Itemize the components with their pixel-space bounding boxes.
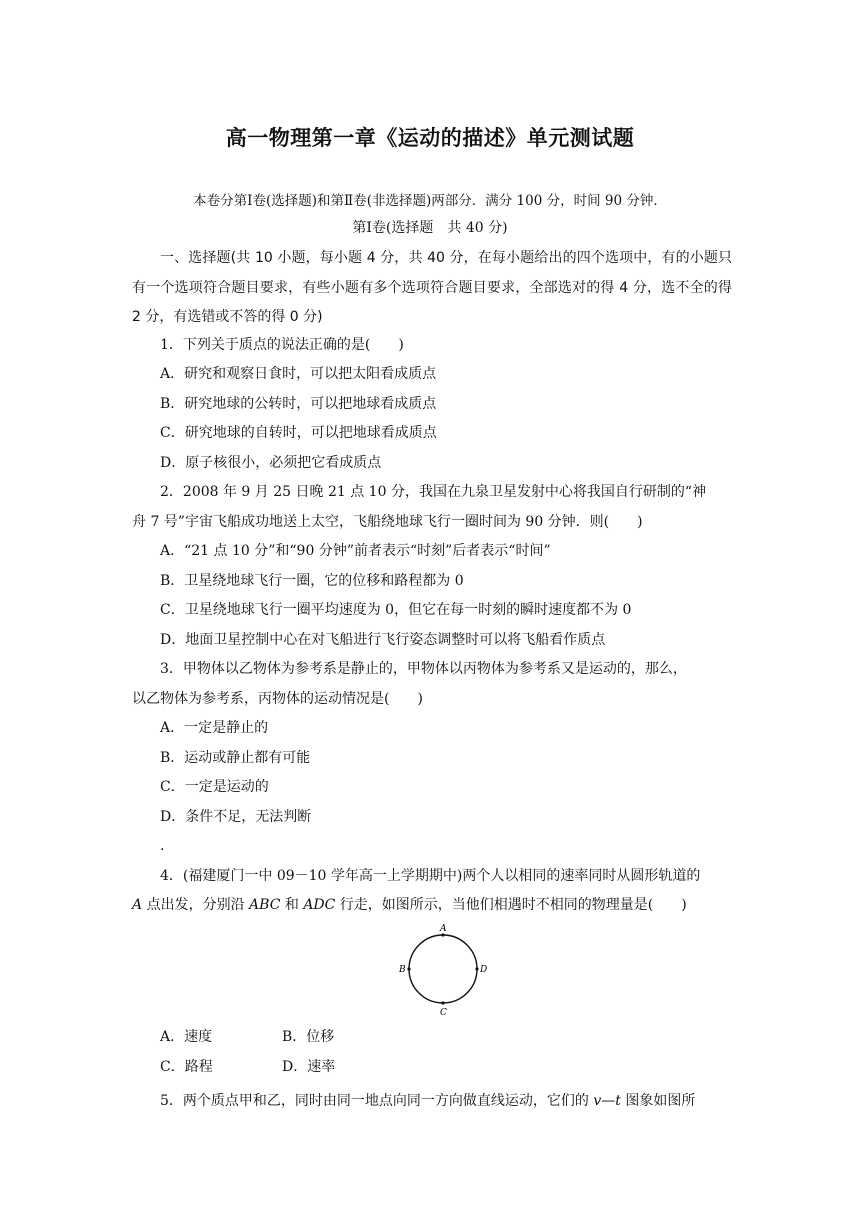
q5-vt-dash: — <box>601 1093 616 1109</box>
q4-option-b: B．位移 <box>282 1029 335 1045</box>
q3-option-d: D．条件不足，无法判断 <box>160 809 312 825</box>
circular-track-figure <box>388 923 498 1019</box>
q4-option-d: D．速率 <box>282 1059 336 1075</box>
q3-stem-line2: 以乙物体为参考系，丙物体的运动情况是( ) <box>132 691 423 707</box>
point-c-marker <box>441 1001 444 1004</box>
page-title: 高一物理第一章《运动的描述》单元测试题 <box>225 126 635 150</box>
q4-stem-text-1: 点出发，分别沿 <box>142 897 250 913</box>
exam-intro: 本卷分第Ⅰ卷(选择题)和第Ⅱ卷(非选择题)两部分．满分 100 分，时间 90 分钟． <box>193 193 667 209</box>
q3-stem-line1: 3．甲物体以乙物体为参考系是静止的，甲物体以丙物体为参考系又是运动的，那么， <box>160 661 687 677</box>
q3-option-b: B．运动或静止都有可能 <box>160 750 311 766</box>
q2-option-b: B．卫星绕地球飞行一圈，它的位移和路程都为 0 <box>160 573 464 589</box>
q1-option-a: A．研究和观察日食时，可以把太阳看成质点 <box>160 366 437 382</box>
q4-stem-text-3: 行走，如图所示，当他们相遇时不相同的物理量是( ) <box>335 897 687 913</box>
circular-track-diagram <box>388 923 498 1019</box>
label-a: A <box>440 924 447 934</box>
part-heading: 第Ⅰ卷(选择题 共 40 分) <box>352 220 508 236</box>
q4-option-c: C．路程 <box>160 1059 213 1075</box>
q4-path-abc: ABC <box>249 897 281 913</box>
q5-stem-line1 <box>160 1091 760 1111</box>
q5-stem-text: 5．两个质点甲和乙，同时由同一地点向同一方向做直线运动，它们的 <box>160 1093 594 1109</box>
point-b-marker <box>407 967 410 970</box>
point-d-marker <box>475 967 478 970</box>
q5-stem-text-end: 图象如图所 <box>620 1093 696 1109</box>
q3-option-a: A．一定是静止的 <box>160 720 269 736</box>
q4-stem-line1: 4．(福建厦门一中 09－10 学年高一上学期期中)两个人以相同的速率同时从圆形轨道的 <box>160 868 701 884</box>
track-circle <box>409 935 477 1003</box>
q3-trailing-dot: . <box>160 838 165 854</box>
q4-stem-line2 <box>132 895 732 915</box>
label-d: D <box>480 965 488 975</box>
q1-stem: 1．下列关于质点的说法正确的是( ) <box>160 337 404 353</box>
label-c: C <box>440 1008 447 1018</box>
q5-vt-v: v <box>593 1093 602 1109</box>
label-b: B <box>399 965 406 975</box>
q4-stem-text-2: 和 <box>280 897 304 913</box>
q1-option-c: C．研究地球的自转时，可以把地球看成质点 <box>160 425 437 441</box>
q4-path-adc: ADC <box>303 897 336 913</box>
q4-point-a: A <box>132 897 143 913</box>
q1-option-d: D．原子核很小，必须把它看成质点 <box>160 455 382 471</box>
q2-option-a: A．“21 点 10 分”和“90 分钟”前者表示“时刻”后者表示“时间” <box>160 543 551 559</box>
q5-vt-t: t <box>615 1093 621 1109</box>
q2-option-c: C．卫星绕地球飞行一圈平均速度为 0，但它在每一时刻的瞬时速度都不为 0 <box>160 602 632 618</box>
q2-stem-line2: 舟 7 号”宇宙飞船成功地送上太空，飞船绕地球飞行一圈时间为 90 分钟．则( ) <box>132 514 643 530</box>
q4-option-a: A．速度 <box>160 1029 213 1045</box>
q2-stem-line1: 2．2008 年 9 月 25 日晚 21 点 10 分，我国在九泉卫星发射中心将我国自行研制的“神 <box>160 484 707 500</box>
q1-option-b: B．研究地球的公转时，可以把地球看成质点 <box>160 396 437 412</box>
q2-option-d: D．地面卫星控制中心在对飞船进行飞行姿态调整时可以将飞船看作质点 <box>160 632 606 648</box>
q3-option-c: C．一定是运动的 <box>160 779 269 795</box>
section-heading: 一、选择题(共 10 小题，每小题 4 分，共 40 分，在每小题给出的四个选项中，有的小题只有一个选项符合题目要求，有些小题有多个选项符合题目要求，全部选对的得 4 分，选不全的得 2 分，有选错或不答的得 0 分) <box>132 250 732 325</box>
